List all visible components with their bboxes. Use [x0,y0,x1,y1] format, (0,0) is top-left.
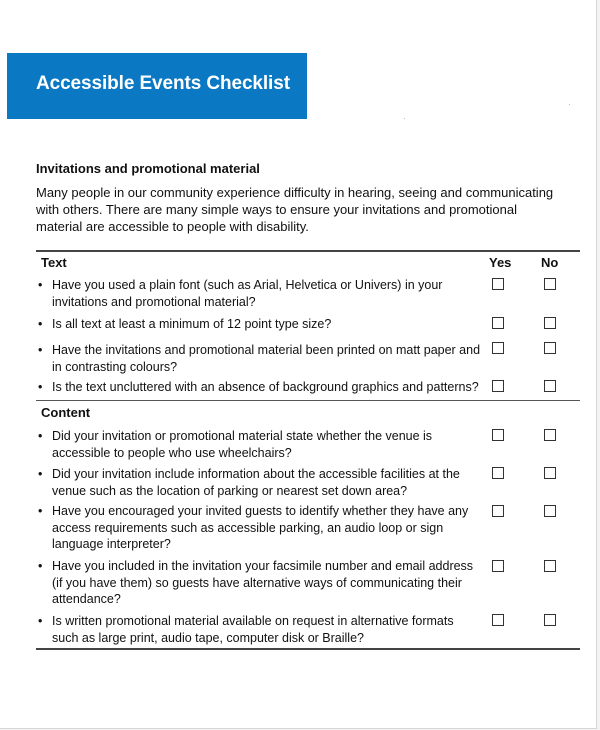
page-title: Accessible Events Checklist [36,73,290,94]
bullet-icon: • [38,343,43,357]
checklist-item-text: Did your invitation include information about the accessible facilities at the venue such as the location of parking or nearest set down area? [52,467,460,498]
bullet-icon: • [38,559,43,573]
checklist-item [38,558,483,608]
bullet-icon: • [38,317,43,331]
intro-paragraph: Many people in our community experience difficulty in hearing, seeing and communicating with others. There are many simple ways to ensure your invitations and promotional material are accessible to people with disability. [36,185,554,234]
no-checkbox[interactable] [544,467,556,479]
no-checkbox[interactable] [544,342,556,354]
bullet-icon: • [38,614,43,628]
yes-checkbox[interactable] [492,467,504,479]
group-heading-text: Text [41,255,67,270]
bullet-icon: • [38,467,43,481]
checklist-item-text: Have you encouraged your invited guests to identify whether they have any access requirements such as accessible parking, an audio loop or sign language interpreter? [52,504,469,551]
bullet-icon: • [38,380,43,394]
column-header-yes: Yes [489,255,512,270]
bullet-icon: • [38,429,43,443]
yes-checkbox[interactable] [492,380,504,392]
checklist-item [38,503,483,553]
checklist-item [38,316,483,333]
no-checkbox[interactable] [544,614,556,626]
decorative-speck [569,104,570,105]
yes-checkbox[interactable] [492,278,504,290]
table-top-rule [36,250,580,252]
yes-checkbox[interactable] [492,614,504,626]
checklist-item [38,342,483,375]
no-checkbox[interactable] [544,380,556,392]
table-bottom-rule [36,648,580,650]
checklist-item-text: Have the invitations and promotional material been printed on matt paper and in contrasting colours? [52,343,481,374]
yes-checkbox[interactable] [492,317,504,329]
no-checkbox[interactable] [544,429,556,441]
checklist-item [38,379,483,396]
title-banner [7,53,307,119]
decorative-speck [404,118,405,119]
checklist-item [38,277,483,310]
checklist-item-text: Is all text at least a minimum of 12 point type size? [52,317,332,331]
checklist-item-text: Is the text uncluttered with an absence of background graphics and patterns? [52,380,479,394]
checklist-item-text: Did your invitation or promotional material state whether the venue is accessible to people who use wheelchairs? [52,429,433,460]
group-heading-content: Content [41,405,91,420]
checklist-item-text: Have you included in the invitation your facsimile number and email address (if you have them) so guests have alternative ways of communicating their attendance? [52,559,474,606]
no-checkbox[interactable] [544,317,556,329]
no-checkbox[interactable] [544,505,556,517]
checklist-item [38,428,483,461]
section-heading: Invitations and promotional material [36,161,260,176]
checklist-item [38,613,483,646]
bullet-icon: • [38,504,43,518]
checklist-item-text: Is written promotional material available on request in alternative formats such as large print, audio tape, computer disk or Braille? [52,614,454,645]
checklist-item [38,466,483,499]
yes-checkbox[interactable] [492,505,504,517]
no-checkbox[interactable] [544,560,556,572]
group-divider [36,400,580,401]
column-header-no: No [541,255,559,270]
bullet-icon: • [38,278,43,292]
no-checkbox[interactable] [544,278,556,290]
yes-checkbox[interactable] [492,560,504,572]
yes-checkbox[interactable] [492,429,504,441]
yes-checkbox[interactable] [492,342,504,354]
checklist-item-text: Have you used a plain font (such as Arial, Helvetica or Univers) in your invitations and promotional material? [52,278,443,309]
